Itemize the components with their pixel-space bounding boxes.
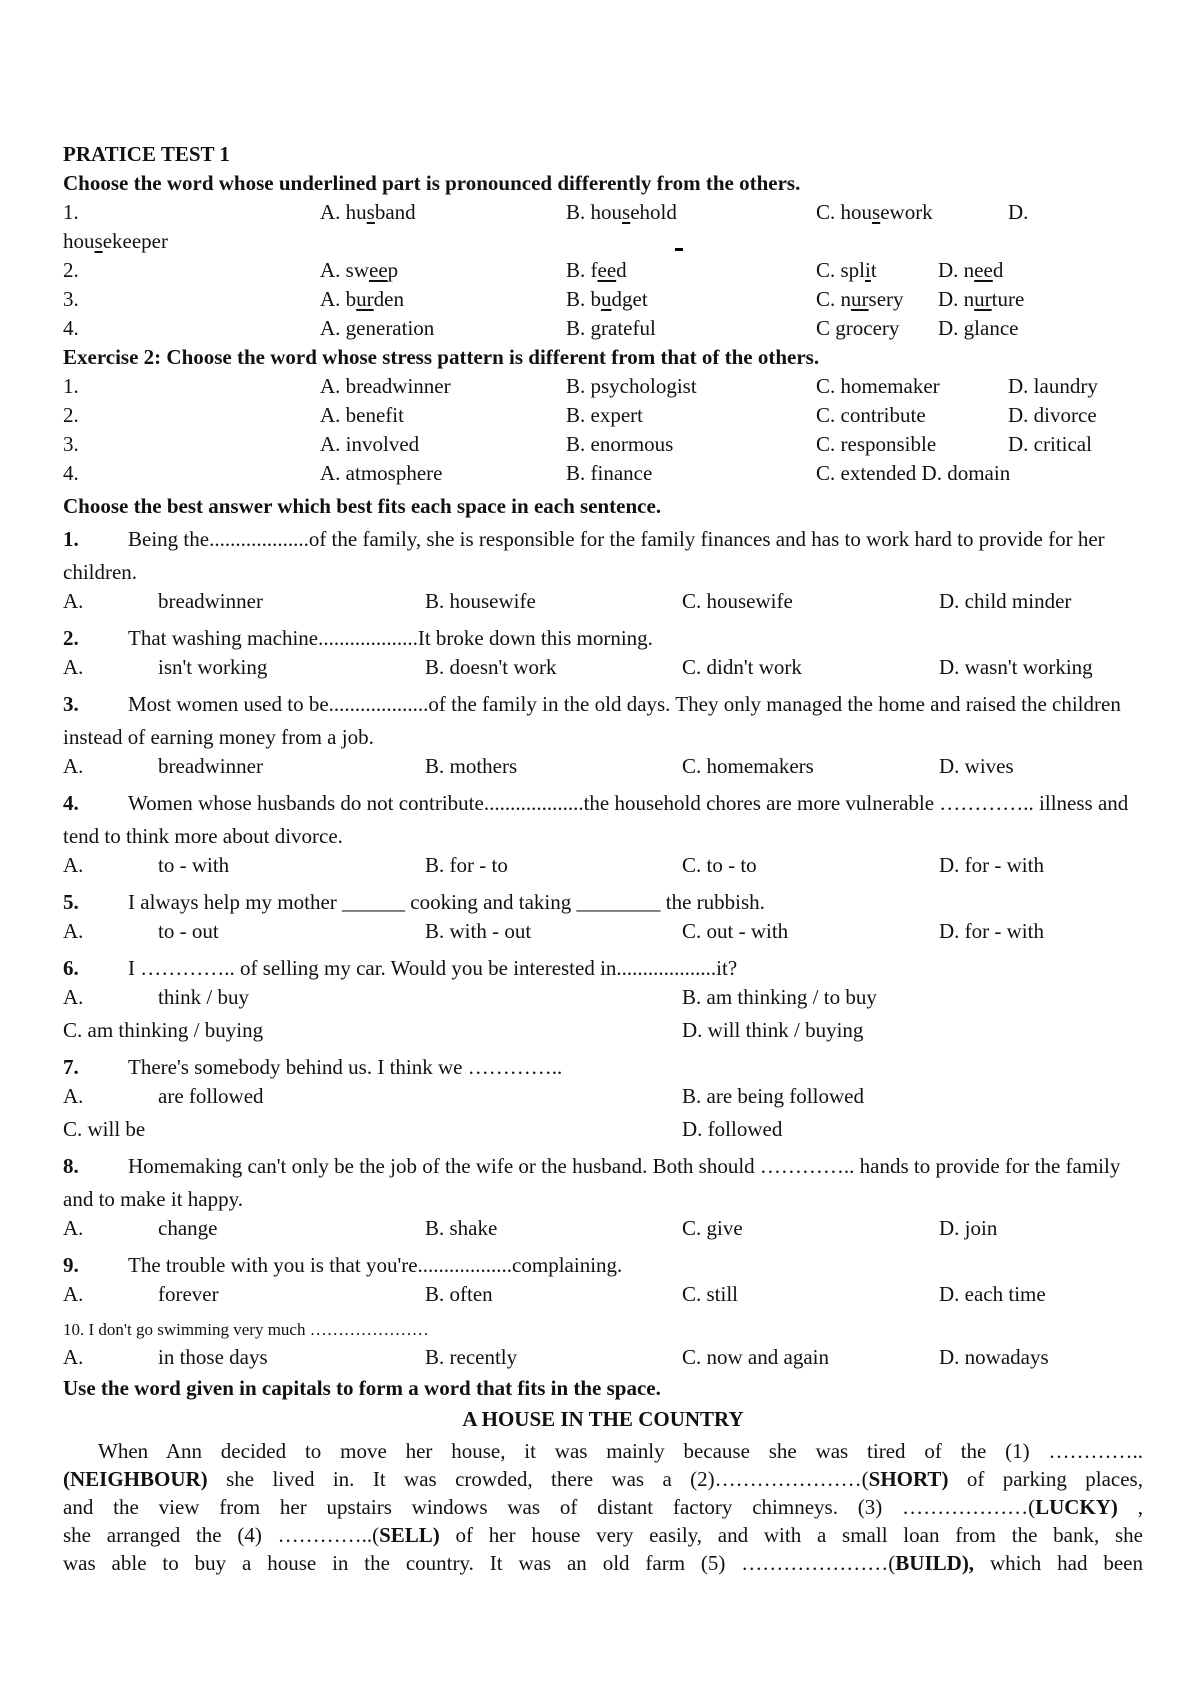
option-d: housekeeper: [63, 229, 168, 253]
question-8-options: A. change B. shake C. give D. join: [63, 1216, 998, 1240]
question-4: 4. Women whose husbands do not contribute...................the household chores are more vulnerable ………….. illness and tend to think more about divorce.: [63, 791, 1129, 848]
ex1-row-3: 3. A. burden B. budget C. nursery D. nurture: [63, 287, 1025, 311]
ex2-row-4: 4. A. atmosphere B. finance C. extended D. domain: [63, 461, 1011, 485]
question-6-options-cd: C. am thinking / buying D. will think / buying: [63, 1018, 864, 1042]
passage-heading: A HOUSE IN THE COUNTRY: [462, 1407, 744, 1431]
question-9: 9. The trouble with you is that you're..................complaining.: [63, 1253, 623, 1277]
ex1-row-1-cont: [63, 229, 1143, 258]
question-5-options: A. to - out B. with - out C. out - with D. for - with: [63, 919, 1044, 943]
option-d: D. need: [938, 258, 1004, 282]
option-c: C. nursery: [816, 287, 904, 311]
question-2-options: A. isn't working B. doesn't work C. didn't work D. wasn't working: [63, 655, 1093, 679]
option-c: C. housework: [816, 200, 933, 224]
option-d: D. glance: [938, 316, 1019, 340]
ex3-instruction: Choose the best answer which best fits each space in each sentence.: [63, 494, 662, 518]
option-a: A. burden: [320, 287, 404, 311]
question-10: 10. I don't go swimming very much …………………: [63, 1320, 429, 1339]
option-b: B. feed: [566, 258, 627, 282]
option-a: A. generation: [320, 316, 435, 340]
question-3-options: A. breadwinner B. mothers C. homemakers D. wives: [63, 754, 1014, 778]
option-b: B. budget: [566, 287, 648, 311]
option-b: B. grateful: [566, 316, 656, 340]
ex2-row-2: 2. A. benefit B. expert C. contribute D. divorce: [63, 403, 1097, 427]
option-a: A. sweep: [320, 258, 399, 282]
ex1-row-4: 4. A. generation B. grateful C grocery D. glance: [63, 316, 1019, 340]
question-7-options-cd: C. will be D. followed: [63, 1117, 783, 1141]
question-9-options: A. forever B. often C. still D. each time: [63, 1282, 1046, 1306]
option-a: A. husband: [320, 200, 416, 224]
ex1-row-2: 2. A. sweep B. feed C. split D. need: [63, 258, 1143, 287]
option-b: B. household: [566, 200, 677, 224]
stray-mark: [675, 248, 683, 251]
question-7: 7. There's somebody behind us. I think we …………..: [63, 1055, 563, 1079]
question-10-options: A. in those days B. recently C. now and again D. nowadays: [63, 1345, 1049, 1369]
passage: When Ann decided to move her house, it was mainly because she was tired of the (1) ………….. (NEIGHBOUR) she lived in. It was crowded, there was a (2)…………………(SHORT) of parking places, and the view from her upstairs windows was of distant factory chimneys. (3) ………………(LUCKY) , she arranged the (4) …………..(SELL) of her house very easily, and with a small loan from the bank, she was able to buy a house in the country. It was an old farm (5) …………………(BUILD), which had been: [63, 1439, 1144, 1575]
question-2: 2. That washing machine...................It broke down this morning.: [63, 626, 653, 650]
ex1-row-1: 1. A. husband B. household C. housework D.: [63, 200, 1029, 224]
question-3: 3. Most women used to be...................of the family in the old days. They only managed the home and raised the children instead of earning money from a job.: [63, 692, 1121, 749]
question-6: 6. I ………….. of selling my car. Would you be interested in...................it?: [63, 956, 738, 980]
ex2-row-3: 3. A. involved B. enormous C. responsible D. critical: [63, 432, 1092, 456]
option-c: C. split: [816, 258, 877, 282]
page-title: PRATICE TEST 1: [63, 142, 230, 166]
document: [63, 142, 1143, 1579]
ex2-row-1: 1. A. breadwinner B. psychologist C. homemaker D. laundry: [63, 374, 1098, 398]
ex1-instruction: Choose the word whose underlined part is pronounced differently from the others.: [63, 171, 801, 195]
ex4-instruction: Use the word given in capitals to form a word that fits in the space.: [63, 1376, 661, 1400]
question-7-options-ab: A. are followed B. are being followed: [63, 1084, 864, 1108]
question-5: 5. I always help my mother ______ cooking and taking ________ the rubbish.: [63, 890, 765, 914]
option-c: C grocery: [816, 316, 900, 340]
question-1-options: A. breadwinner B. housewife C. housewife D. child minder: [63, 589, 1072, 613]
question-4-options: A. to - with B. for - to C. to - to D. for - with: [63, 853, 1044, 877]
question-6-options-ab: A. think / buy B. am thinking / to buy: [63, 985, 877, 1009]
question-8: 8. Homemaking can't only be the job of the wife or the husband. Both should ………….. hands to provide for the family and to make it happy.: [63, 1154, 1121, 1211]
question-1: 1. Being the...................of the family, she is responsible for the family finances and has to work hard to provide for her children.: [63, 527, 1105, 584]
option-d-label: D.: [1008, 200, 1029, 224]
option-d: D. nurture: [938, 287, 1025, 311]
ex2-instruction: Exercise 2: Choose the word whose stress pattern is different from that of the others.: [63, 345, 820, 369]
